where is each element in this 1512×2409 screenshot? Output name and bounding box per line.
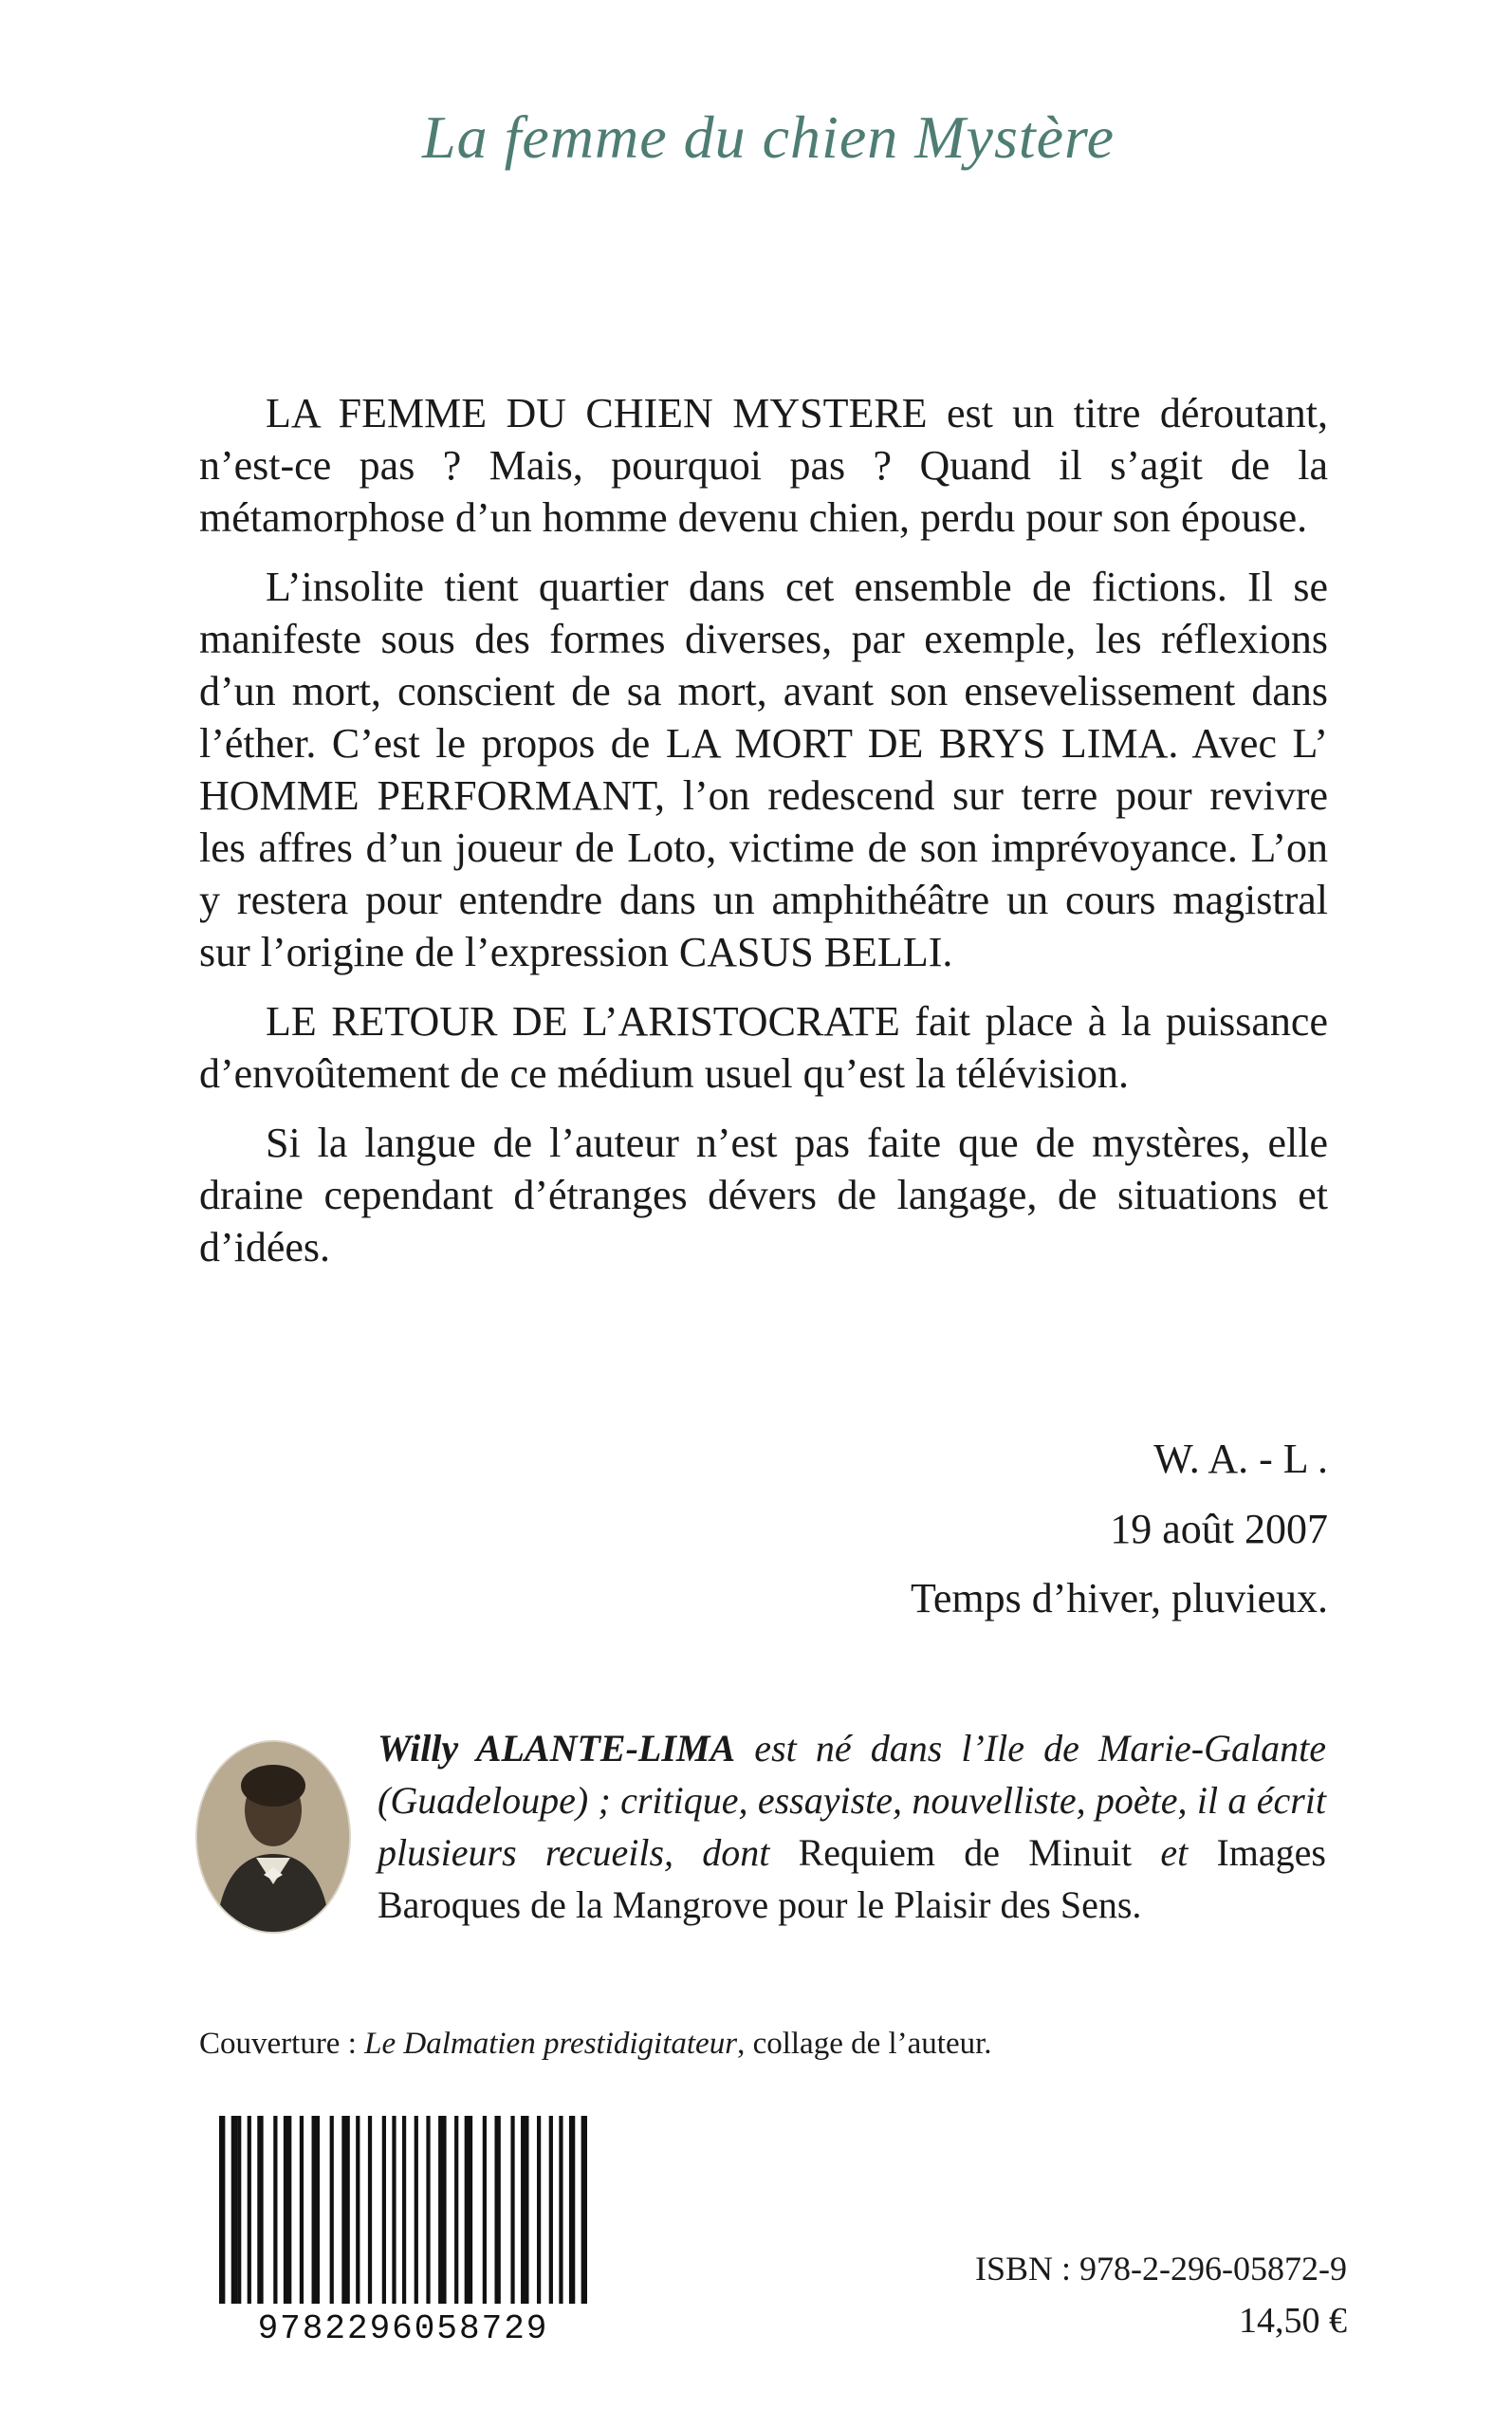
barcode-bar — [510, 2116, 514, 2304]
barcode-bar — [402, 2116, 406, 2304]
barcode-bar — [569, 2116, 575, 2304]
author-name: Willy ALANTE-LIMA — [378, 1727, 736, 1770]
signature-weather: Temps d’hiver, pluvieux. — [911, 1575, 1328, 1621]
author-portrait-photo — [197, 1742, 349, 1932]
price: 14,50 € — [1239, 2301, 1347, 2341]
blurb-paragraph-1: LA FEMME DU CHIEN MYSTERE est un titre déroutant, n’est-ce pas ? Mais, pourquoi pas ? Quand il s’agit de la métamorphose d’un homme devenu chien, perdu pour son épouse. — [199, 390, 1328, 541]
barcode-bar — [248, 2116, 251, 2304]
barcode-bar — [356, 2116, 360, 2304]
credit-rest: , collage de l’auteur. — [737, 2027, 992, 2061]
barcode-bar — [300, 2116, 304, 2304]
blurb-paragraph-2: L’insolite tient quartier dans cet ensemble de fictions. Il se manifeste sous des formes diverses, par exemple, les réflexions d’un mort, conscient de sa mort, avant son ensevelissement dans l’éther. C’est le propos de LA MORT DE BRYS LIMA. Avec L’ HOMME PERFORMANT, l’on redescend sur terre pour revivre les affres d’un joueur de Loto, victime de son imprévoyance. L’on y restera pour entendre dans un amphithéâtre un cours magistral sur l’origine de l’expression CASUS BELLI. — [199, 564, 1328, 975]
barcode — [213, 2112, 593, 2349]
barcode-bar — [392, 2116, 396, 2304]
barcode-bar — [284, 2116, 291, 2304]
barcode-number: 9782296058729 — [257, 2309, 549, 2348]
barcode-bar — [537, 2116, 541, 2304]
barcode-bar — [521, 2116, 528, 2304]
signature-date: 19 août 2007 — [1110, 1506, 1328, 1552]
barcode-bar — [454, 2116, 458, 2304]
bio-text-1: est né dans l’Ile de Marie-Galante (Guadeloupe) ; critique, essayiste, nouvelliste, poète, il a écrit plusieurs recueils, dont — [378, 1727, 1326, 1874]
barcode-bar — [341, 2116, 349, 2304]
isbn: ISBN : 978-2-296-05872-9 — [975, 2250, 1347, 2288]
barcode-bar — [330, 2116, 334, 2304]
barcode-bar — [581, 2116, 587, 2304]
barcode-bar — [237, 2116, 241, 2304]
barcode-bar — [382, 2116, 386, 2304]
barcode-bar — [231, 2116, 237, 2304]
barcode-bar — [438, 2116, 446, 2304]
book-title: La femme du chien Mystère — [422, 103, 1115, 171]
barcode-bar — [312, 2116, 320, 2304]
signature-initials: W. A. - L . — [1153, 1436, 1328, 1482]
barcode-bar — [483, 2116, 487, 2304]
bio-text-3: . — [1132, 1883, 1142, 1926]
barcode-bar — [426, 2116, 430, 2304]
author-portrait — [197, 1742, 349, 1932]
barcode-bar — [219, 2116, 225, 2304]
barcode-bar — [465, 2116, 472, 2304]
credit-work: Le Dalmatien prestidigitateur — [364, 2027, 738, 2061]
blurb-paragraph-4: Si la langue de l’auteur n’est pas faite que de mystères, elle draine cependant d’étranges dévers de langage, de situations et d’idées. — [199, 1120, 1328, 1270]
bio-book-1: Requiem de Minuit — [798, 1831, 1133, 1874]
barcode-bar — [257, 2116, 263, 2304]
back-cover-blurb — [199, 387, 1328, 1290]
bio-text-2: et — [1132, 1831, 1217, 1874]
barcode-bar — [415, 2116, 418, 2304]
barcode-bar — [559, 2116, 562, 2304]
barcode-bar — [494, 2116, 500, 2304]
cover-credit — [199, 2027, 1337, 2062]
barcode-bar — [368, 2116, 372, 2304]
credit-label: Couverture : — [199, 2027, 365, 2061]
blurb-paragraph-3: LE RETOUR DE L’ARISTOCRATE fait place à la puissance d’envoûtement de ce médium usuel qu’est la télévision. — [199, 998, 1328, 1097]
barcode-bar — [549, 2116, 553, 2304]
bio-book-2: Images Baroques de la Mangrove pour le Plaisir des Sens — [378, 1831, 1326, 1926]
author-bio — [378, 1722, 1326, 1931]
barcode-bar — [273, 2116, 277, 2304]
